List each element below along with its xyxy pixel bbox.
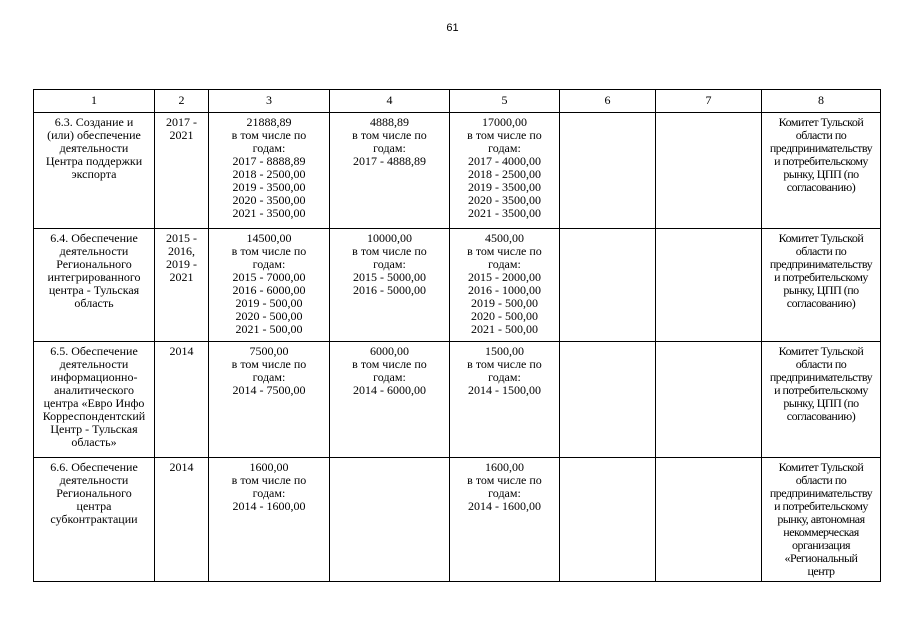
cell-line: предпринимательству	[769, 257, 873, 271]
cell-line: 2014 - 7500,00	[232, 383, 306, 397]
cell-line: годам:	[373, 257, 406, 271]
cell-line: в том числе по	[467, 128, 542, 142]
cell-line: 2017 - 8888,89	[232, 154, 306, 168]
cell-line: Регионального	[56, 486, 132, 500]
cell-line: годам:	[252, 257, 286, 271]
cell-line: 6000,00	[370, 344, 409, 358]
period-cell	[155, 458, 209, 582]
cell-line: 4500,00	[485, 231, 524, 245]
column-7-cell	[656, 229, 762, 342]
cell-line: 6.4. Обеспечение	[50, 231, 138, 245]
header-col-1: 1	[34, 90, 155, 113]
cell-line: согласованию)	[786, 180, 856, 194]
cell-line: Комитет Тульской	[778, 344, 864, 358]
cell-line: 2021 - 500,00	[235, 322, 303, 336]
header-row	[34, 90, 881, 113]
responsible-executor-cell	[762, 458, 881, 582]
cell-line: 2016,	[168, 244, 195, 258]
cell-line: 2016 - 5000,00	[353, 283, 426, 297]
cell-line: 2016 - 6000,00	[232, 283, 306, 297]
cell-line: в том числе по	[352, 244, 427, 258]
header-col-2: 2	[155, 90, 209, 113]
cell-line: Комитет Тульской	[778, 115, 864, 129]
federal-funding-cell	[330, 458, 450, 582]
cell-line: 2019 - 500,00	[471, 296, 538, 310]
column-7-cell	[656, 113, 762, 229]
cell-line: и потребительскому	[774, 383, 868, 397]
total-funding-cell	[209, 458, 330, 582]
regional-funding-cell	[450, 458, 560, 582]
cell-line: 2019 -	[166, 257, 197, 271]
cell-line: деятельности	[59, 473, 129, 487]
cell-line: в том числе по	[467, 357, 542, 371]
federal-funding-cell	[330, 342, 450, 458]
cell-line: в том числе по	[352, 128, 427, 142]
cell-line: 2020 - 500,00	[471, 309, 538, 323]
activity-name-cell	[34, 458, 155, 582]
cell-line: Центр - Тульская	[50, 422, 138, 436]
cell-line: 2014 - 1500,00	[468, 383, 541, 397]
total-funding-cell	[209, 229, 330, 342]
cell-line: 2019 - 3500,00	[468, 180, 541, 194]
page-number: 61	[446, 22, 459, 34]
cell-line: 2019 - 3500,00	[232, 180, 306, 194]
cell-line: 2015 -	[166, 231, 197, 245]
column-6-cell	[560, 458, 656, 582]
cell-line: согласованию)	[786, 296, 856, 310]
cell-line: предпринимательству	[769, 486, 873, 500]
cell-line: годам:	[488, 486, 521, 500]
cell-line: области по	[795, 357, 847, 371]
cell-line: информационно-	[50, 370, 138, 384]
cell-line: в том числе по	[231, 473, 307, 487]
header-col-6: 6	[560, 90, 656, 113]
table-row	[34, 342, 881, 458]
cell-line: 1500,00	[485, 344, 524, 358]
cell-line: центра - Тульская	[48, 283, 140, 297]
cell-line: центра «Евро Инфо	[43, 396, 145, 410]
cell-line: «Региональный	[784, 551, 858, 565]
cell-line: деятельности	[59, 141, 129, 155]
cell-line: рынку, автономная	[777, 512, 865, 526]
cell-line: области по	[795, 244, 847, 258]
cell-line: области по	[795, 128, 847, 142]
cell-line: (или) обеспечение	[47, 128, 141, 142]
cell-line: 21888,89	[246, 115, 292, 129]
cell-line: в том числе по	[352, 357, 427, 371]
cell-line: 2016 - 1000,00	[468, 283, 541, 297]
regional-funding-cell	[450, 113, 560, 229]
cell-line: Корреспондентский	[42, 409, 146, 423]
cell-line: 2014	[169, 344, 194, 358]
cell-line: годам:	[488, 141, 521, 155]
cell-line: в том числе по	[231, 357, 307, 371]
cell-line: 6.3. Создание и	[54, 115, 134, 129]
header-col-4: 4	[330, 90, 450, 113]
regional-funding-cell	[450, 229, 560, 342]
cell-line: субконтрактации	[50, 512, 138, 526]
cell-line: 10000,00	[367, 231, 412, 245]
cell-line: 7500,00	[249, 344, 289, 358]
cell-line: 2018 - 2500,00	[232, 167, 306, 181]
cell-line: 2017 -	[166, 115, 197, 129]
responsible-executor-cell	[762, 342, 881, 458]
table-row	[34, 229, 881, 342]
cell-line: годам:	[488, 257, 521, 271]
cell-line: организация	[791, 538, 851, 552]
cell-line: область	[74, 296, 114, 310]
responsible-executor-cell	[762, 113, 881, 229]
header-col-3: 3	[209, 90, 330, 113]
cell-line: годам:	[373, 141, 406, 155]
cell-line: 2014	[169, 460, 194, 474]
cell-line: 1600,00	[485, 460, 524, 474]
cell-line: 2015 - 2000,00	[468, 270, 541, 284]
cell-line: Комитет Тульской	[778, 231, 864, 245]
program-table	[33, 89, 881, 582]
column-7-cell	[656, 342, 762, 458]
cell-line: 2021	[169, 270, 194, 284]
cell-line: 14500,00	[246, 231, 292, 245]
cell-line: 2015 - 5000,00	[353, 270, 426, 284]
cell-line: 17000,00	[482, 115, 527, 129]
cell-line: деятельности	[59, 244, 129, 258]
cell-line: рынку, ЦПП (по	[783, 396, 859, 410]
cell-line: в том числе по	[467, 473, 542, 487]
cell-line: 1600,00	[249, 460, 289, 474]
cell-line: 2021 - 500,00	[471, 322, 538, 336]
cell-line: годам:	[252, 486, 286, 500]
cell-line: экспорта	[71, 167, 117, 181]
cell-line: 2014 - 6000,00	[353, 383, 426, 397]
cell-line: рынку, ЦПП (по	[783, 283, 859, 297]
cell-line: 2021	[169, 128, 194, 142]
cell-line: 2019 - 500,00	[235, 296, 303, 310]
cell-line: 2020 - 500,00	[235, 309, 303, 323]
cell-line: 2021 - 3500,00	[232, 206, 306, 220]
activity-name-cell	[34, 342, 155, 458]
cell-line: годам:	[373, 370, 406, 384]
cell-line: в том числе по	[231, 244, 307, 258]
federal-funding-cell	[330, 113, 450, 229]
cell-line: рынку, ЦПП (по	[783, 167, 859, 181]
cell-line: 2014 - 1600,00	[232, 499, 306, 513]
regional-funding-cell	[450, 342, 560, 458]
total-funding-cell	[209, 342, 330, 458]
activity-name-cell	[34, 113, 155, 229]
cell-line: в том числе по	[467, 244, 542, 258]
table-row	[34, 458, 881, 582]
cell-line: и потребительскому	[774, 499, 868, 513]
cell-line: годам:	[488, 370, 521, 384]
cell-line: деятельности	[59, 357, 129, 371]
cell-line: Комитет Тульской	[778, 460, 864, 474]
cell-line: годам:	[252, 141, 286, 155]
header-col-7: 7	[656, 90, 762, 113]
cell-line: 2017 - 4888,89	[353, 154, 426, 168]
period-cell	[155, 113, 209, 229]
cell-line: предпринимательству	[769, 370, 873, 384]
cell-line: 2014 - 1600,00	[468, 499, 541, 513]
cell-line: 2015 - 7000,00	[232, 270, 306, 284]
cell-line: 2020 - 3500,00	[468, 193, 541, 207]
cell-line: 2020 - 3500,00	[232, 193, 306, 207]
cell-line: годам:	[252, 370, 286, 384]
cell-line: 6.6. Обеспечение	[50, 460, 138, 474]
cell-line: предпринимательству	[769, 141, 873, 155]
header-col-8: 8	[762, 90, 881, 113]
column-6-cell	[560, 342, 656, 458]
cell-line: 2021 - 3500,00	[468, 206, 541, 220]
cell-line: области по	[795, 473, 847, 487]
responsible-executor-cell	[762, 229, 881, 342]
cell-line: согласованию)	[786, 409, 856, 423]
cell-line: аналитического	[53, 383, 135, 397]
cell-line: 4888,89	[370, 115, 409, 129]
cell-line: 6.5. Обеспечение	[50, 344, 138, 358]
cell-line: некоммерческая	[783, 525, 859, 539]
cell-line: 2018 - 2500,00	[468, 167, 541, 181]
cell-line: Регионального	[56, 257, 132, 271]
cell-line: интегрированного	[47, 270, 141, 284]
period-cell	[155, 229, 209, 342]
table-row	[34, 113, 881, 229]
cell-line: в том числе по	[231, 128, 307, 142]
cell-line: центр	[807, 564, 835, 578]
header-col-5: 5	[450, 90, 560, 113]
period-cell	[155, 342, 209, 458]
federal-funding-cell	[330, 229, 450, 342]
activity-name-cell	[34, 229, 155, 342]
cell-line: область»	[71, 435, 117, 449]
column-6-cell	[560, 229, 656, 342]
cell-line: и потребительскому	[774, 154, 868, 168]
column-6-cell	[560, 113, 656, 229]
column-7-cell	[656, 458, 762, 582]
cell-line: и потребительскому	[774, 270, 868, 284]
cell-line: центра	[76, 499, 112, 513]
total-funding-cell	[209, 113, 330, 229]
cell-line: 2017 - 4000,00	[468, 154, 541, 168]
cell-line: Центра поддержки	[45, 154, 143, 168]
